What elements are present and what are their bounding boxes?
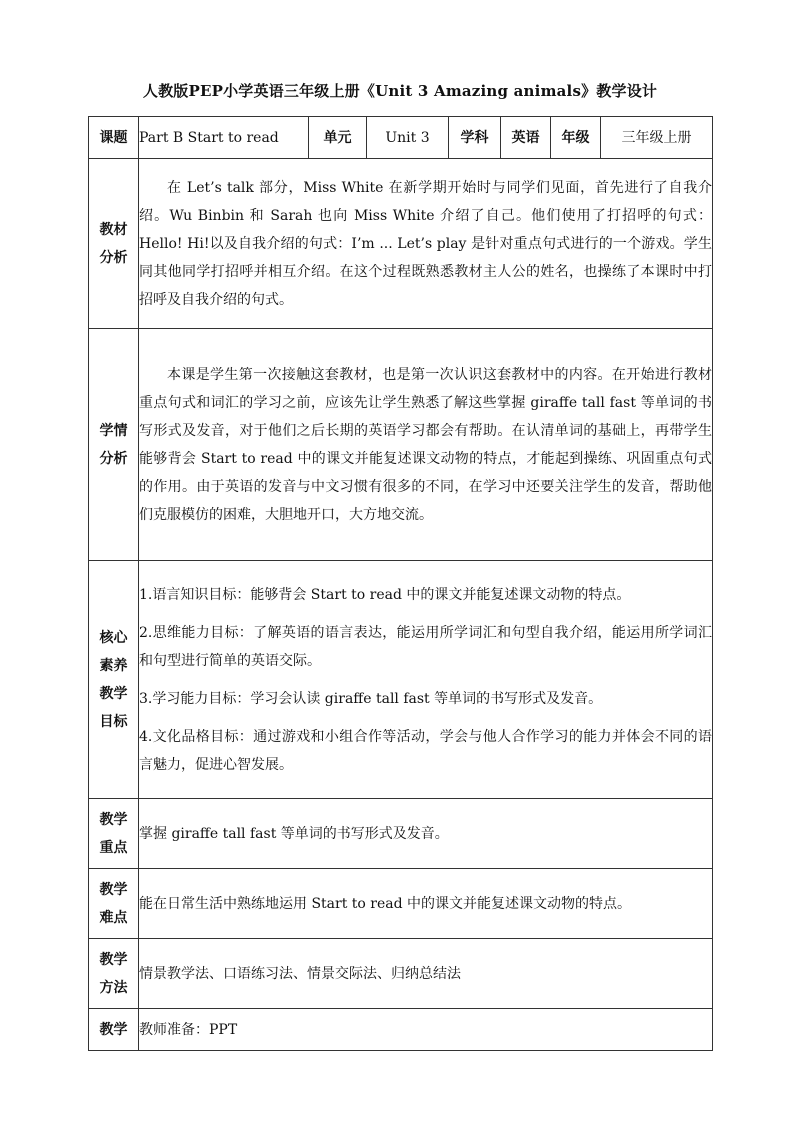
preparation-label-text: 教学 (99, 1021, 128, 1038)
methods-text: 情景教学法、口语练习法、情景交际法、归纳总结法 (139, 939, 713, 1009)
material-analysis-row (89, 159, 713, 329)
preparation-label (89, 1009, 139, 1051)
goal-item-4: 4.文化品格目标：通过游戏和小组合作等活动，学会与他人合作学习的能力并体会不同的语言魅力，促进心智发展。 (139, 728, 712, 773)
unit-value: Unit 3 (367, 117, 449, 159)
material-analysis-content (139, 159, 713, 329)
document-title: 人教版PEP小学英语三年级上册《Unit 3 Amazing animals》教学设计 (142, 82, 658, 100)
subject-label: 学科 (449, 117, 501, 159)
learner-analysis-label-text: 学情 分析 (99, 422, 128, 467)
course-value: Part B Start to read (139, 117, 309, 159)
goal-item-1: 1.语言知识目标：能够背会 Start to read 中的课文并能复述课文动物的特点。 (139, 586, 631, 603)
learner-analysis-row (89, 329, 713, 561)
core-goals-row (89, 561, 713, 799)
core-goals-label (89, 561, 139, 799)
core-goals-label-text: 核心 素养 教学 目标 (99, 629, 128, 730)
goal-item-3: 3.学习能力目标：学习会认读 giraffe tall fast 等单词的书写形式及发音。 (139, 690, 603, 707)
key-points-label-text: 教学 重点 (99, 811, 128, 856)
key-points-text: 掌握 giraffe tall fast 等单词的书写形式及发音。 (139, 799, 713, 869)
course-label: 课题 (89, 117, 139, 159)
difficulties-label-text: 教学 难点 (99, 881, 128, 926)
learner-analysis-text: 本课是学生第一次接触这套教材，也是第一次认识这套教材中的内容。在开始进行教材重点句式和词汇的学习之前，应该先让学生熟悉了解这些掌握 giraffe tall fast 等单词的书写形式及发音，对于他们之后长期的英语学习都会有帮助。在认清单词的基础上，再带学生能够背会 Start to read 中的课文并能复述课文动物的特点，才能起到操练、巩固重点句式的作用。由于英语的发音与中文习惯有很多的不同，在学习中还要关注学生的发音，帮助他们克服模仿的困难，大胆地开口，大方地交流。 (139, 366, 712, 523)
material-analysis-label (89, 159, 139, 329)
material-analysis-label-text: 教材 分析 (99, 221, 128, 266)
methods-label (89, 939, 139, 1009)
difficulties-row (89, 869, 713, 939)
difficulties-text: 能在日常生活中熟练地运用 Start to read 中的课文并能复述课文动物的特点。 (139, 869, 713, 939)
key-points-row (89, 799, 713, 869)
grade-label: 年级 (551, 117, 601, 159)
difficulties-label (89, 869, 139, 939)
grade-value: 三年级上册 (601, 117, 713, 159)
unit-label: 单元 (309, 117, 367, 159)
methods-row (89, 939, 713, 1009)
learner-analysis-label (89, 329, 139, 561)
goal-item-2: 2.思维能力目标：了解英语的语言表达，能运用所学词汇和句型自我介绍，能运用所学词汇和句型进行简单的英语交际。 (139, 624, 712, 669)
lesson-plan-table (88, 116, 713, 1051)
key-points-label (89, 799, 139, 869)
preparation-text: 教师准备：PPT (139, 1009, 713, 1051)
preparation-row (89, 1009, 713, 1051)
methods-label-text: 教学 方法 (99, 951, 128, 996)
learner-analysis-content (139, 329, 713, 561)
material-analysis-text: 在 Let’s talk 部分，Miss White 在新学期开始时与同学们见面，首先进行了自我介绍。Wu Binbin 和 Sarah 也向 Miss White 介绍了自己。他们使用了打招呼的句式：Hello! Hi!以及自我介绍的句式：I’m ... Let’s play 是针对重点句式进行的一个游戏。学生同其他同学打招呼并相互介绍。在这个过程既熟悉教材主人公的姓名，也操练了本课时中打招呼及自我介绍的句式。 (139, 179, 712, 308)
core-goals-content (139, 561, 713, 799)
header-row (89, 117, 713, 159)
subject-value: 英语 (501, 117, 551, 159)
